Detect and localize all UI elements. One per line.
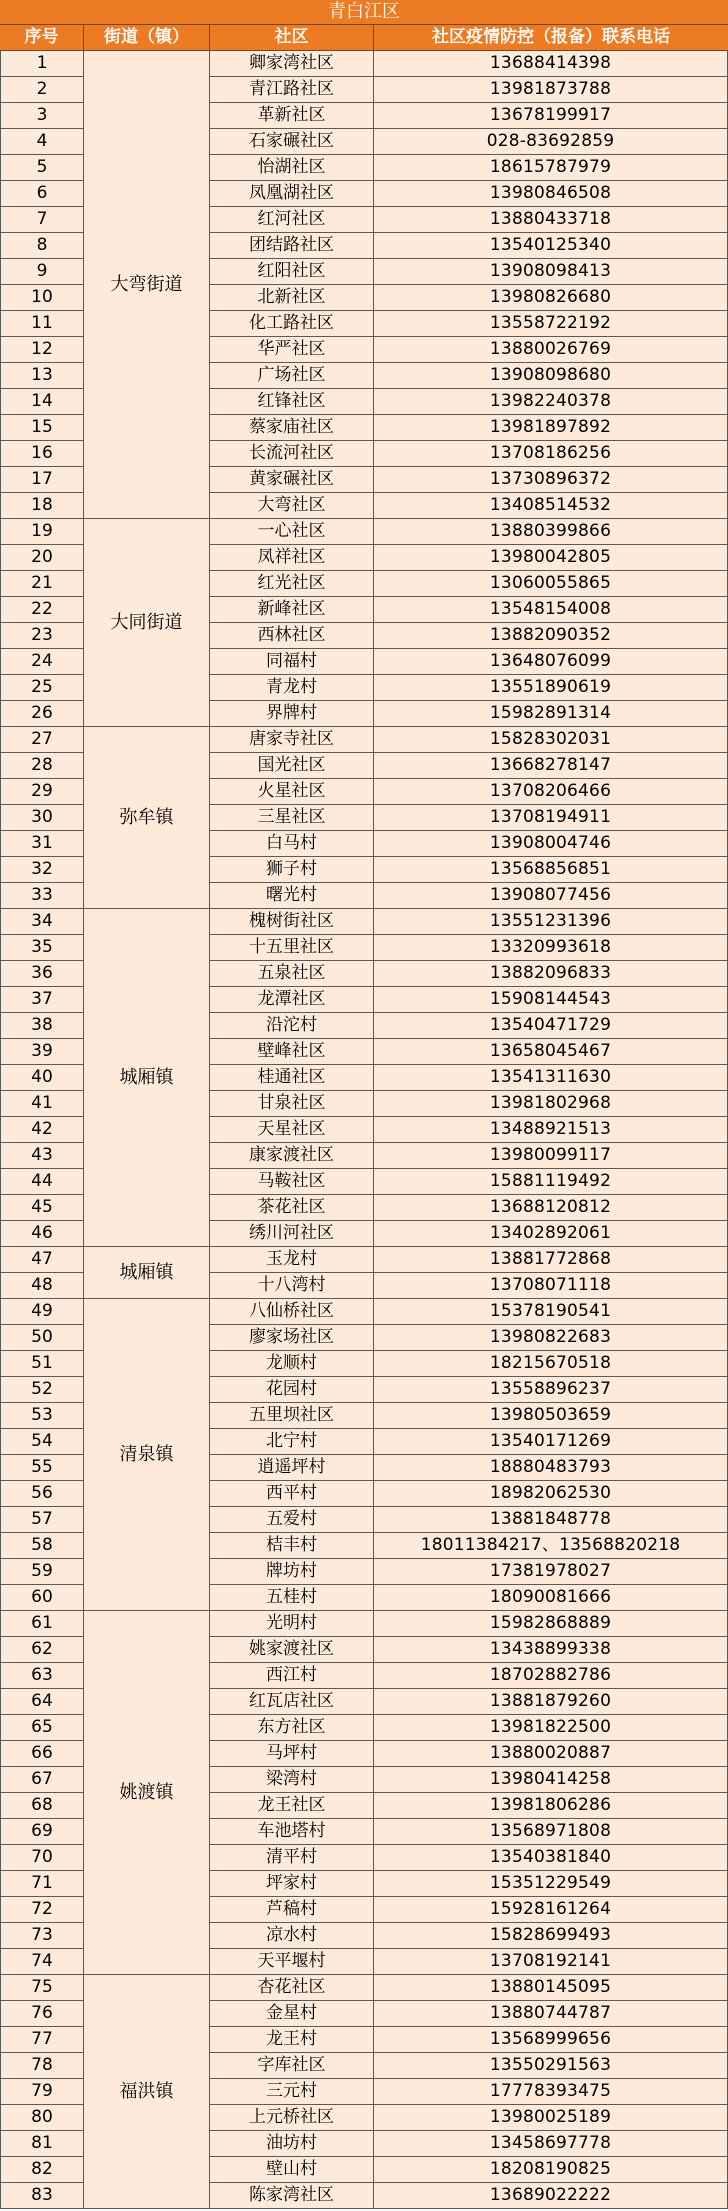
row-index: 27 (0, 727, 84, 753)
community-name: 红光社区 (210, 571, 374, 597)
row-index: 83 (0, 2183, 84, 2209)
header-index: 序号 (0, 25, 84, 51)
community-name: 龙顺村 (210, 1351, 374, 1377)
community-name: 槐树街社区 (210, 909, 374, 935)
row-index: 56 (0, 1481, 84, 1507)
contact-phone: 13980042805 (374, 545, 728, 571)
row-index: 82 (0, 2157, 84, 2183)
row-index: 34 (0, 909, 84, 935)
contact-phone: 13980099117 (374, 1143, 728, 1169)
contact-phone: 13881772868 (374, 1247, 728, 1273)
community-name: 油坊村 (210, 2131, 374, 2157)
community-name: 陈家湾社区 (210, 2183, 374, 2209)
community-name: 黄家碾社区 (210, 467, 374, 493)
contact-phone: 13908098413 (374, 259, 728, 285)
header-street: 街道（镇） (84, 25, 210, 51)
contact-phone: 13882090352 (374, 623, 728, 649)
community-name: 杏花社区 (210, 1975, 374, 2001)
contact-phone: 13568856851 (374, 857, 728, 883)
contact-phone: 13558722192 (374, 311, 728, 337)
community-name: 长流河社区 (210, 441, 374, 467)
contact-phone: 13708206466 (374, 779, 728, 805)
community-name: 革新社区 (210, 103, 374, 129)
community-name: 五爱村 (210, 1507, 374, 1533)
community-name: 同福村 (210, 649, 374, 675)
contact-phone: 13458697778 (374, 2131, 728, 2157)
contact-phone: 028-83692859 (374, 129, 728, 155)
contact-phone: 13540471729 (374, 1013, 728, 1039)
community-name: 八仙桥社区 (210, 1299, 374, 1325)
community-name: 五泉社区 (210, 961, 374, 987)
contact-phone: 18011384217、13568820218 (374, 1533, 728, 1559)
community-name: 天平堰村 (210, 1949, 374, 1975)
row-index: 64 (0, 1689, 84, 1715)
contact-phone: 13880020887 (374, 1741, 728, 1767)
row-index: 46 (0, 1221, 84, 1247)
community-name: 五桂村 (210, 1585, 374, 1611)
community-name: 姚家渡社区 (210, 1637, 374, 1663)
contact-phone: 13648076099 (374, 649, 728, 675)
row-index: 70 (0, 1845, 84, 1871)
community-name: 一心社区 (210, 519, 374, 545)
row-index: 80 (0, 2105, 84, 2131)
row-index: 4 (0, 129, 84, 155)
row-index: 39 (0, 1039, 84, 1065)
community-name: 清平村 (210, 1845, 374, 1871)
community-name: 北宁村 (210, 1429, 374, 1455)
contact-phone: 13708192141 (374, 1949, 728, 1975)
contact-phone: 13488921513 (374, 1117, 728, 1143)
contact-phone: 15828302031 (374, 727, 728, 753)
row-index: 51 (0, 1351, 84, 1377)
community-name: 十五里社区 (210, 935, 374, 961)
contact-phone: 13668278147 (374, 753, 728, 779)
contact-phone: 13980826680 (374, 285, 728, 311)
street-group-cell: 清泉镇 (84, 1299, 210, 1611)
row-index: 41 (0, 1091, 84, 1117)
row-index: 21 (0, 571, 84, 597)
row-index: 40 (0, 1065, 84, 1091)
row-index: 25 (0, 675, 84, 701)
column-header-row (0, 25, 728, 51)
contact-phone: 13980822683 (374, 1325, 728, 1351)
community-name: 卿家湾社区 (210, 51, 374, 77)
contact-phone: 13540171269 (374, 1429, 728, 1455)
row-index: 59 (0, 1559, 84, 1585)
row-index: 2 (0, 77, 84, 103)
row-index: 35 (0, 935, 84, 961)
contact-phone: 13880399866 (374, 519, 728, 545)
contact-phone: 13981873788 (374, 77, 728, 103)
community-name: 甘泉社区 (210, 1091, 374, 1117)
contact-phone: 13708071118 (374, 1273, 728, 1299)
contact-phone: 13981802968 (374, 1091, 728, 1117)
contact-phone: 18615787979 (374, 155, 728, 181)
contact-phone: 13980503659 (374, 1403, 728, 1429)
street-group-cell: 城厢镇 (84, 1247, 210, 1299)
row-index: 67 (0, 1767, 84, 1793)
community-name: 西江村 (210, 1663, 374, 1689)
community-name: 龙王社区 (210, 1793, 374, 1819)
row-index: 24 (0, 649, 84, 675)
street-group-cell: 弥牟镇 (84, 727, 210, 909)
community-name: 青江路社区 (210, 77, 374, 103)
community-name: 曙光村 (210, 883, 374, 909)
contact-phone: 13730896372 (374, 467, 728, 493)
row-index: 75 (0, 1975, 84, 2001)
community-name: 五里坝社区 (210, 1403, 374, 1429)
row-index: 28 (0, 753, 84, 779)
community-name: 怡湖社区 (210, 155, 374, 181)
row-index: 32 (0, 857, 84, 883)
row-index: 58 (0, 1533, 84, 1559)
community-name: 凤祥社区 (210, 545, 374, 571)
contact-phone: 18702882786 (374, 1663, 728, 1689)
contact-phone: 15928161264 (374, 1897, 728, 1923)
community-name: 红河社区 (210, 207, 374, 233)
contact-phone: 13881879260 (374, 1689, 728, 1715)
community-name: 壁峰社区 (210, 1039, 374, 1065)
row-index: 79 (0, 2079, 84, 2105)
contact-phone: 13551231396 (374, 909, 728, 935)
row-index: 10 (0, 285, 84, 311)
row-index: 54 (0, 1429, 84, 1455)
contact-phone: 13708186256 (374, 441, 728, 467)
street-group-cell: 城厢镇 (84, 909, 210, 1247)
row-index: 14 (0, 389, 84, 415)
row-index: 69 (0, 1819, 84, 1845)
row-index: 62 (0, 1637, 84, 1663)
street-group-cell: 大弯街道 (84, 51, 210, 519)
community-name: 逍遥坪村 (210, 1455, 374, 1481)
community-name: 石家碾社区 (210, 129, 374, 155)
row-index: 38 (0, 1013, 84, 1039)
contact-phone: 13060055865 (374, 571, 728, 597)
community-name: 车池塔村 (210, 1819, 374, 1845)
row-index: 16 (0, 441, 84, 467)
community-name: 廖家场社区 (210, 1325, 374, 1351)
contact-phone: 15378190541 (374, 1299, 728, 1325)
header-phone: 社区疫情防控（报备）联系电话 (374, 25, 728, 51)
community-name: 绣川河社区 (210, 1221, 374, 1247)
row-index: 71 (0, 1871, 84, 1897)
contact-phone: 13880744787 (374, 2001, 728, 2027)
row-index: 8 (0, 233, 84, 259)
street-group-cell: 姚渡镇 (84, 1611, 210, 1975)
contact-phone: 13551890619 (374, 675, 728, 701)
contact-phone: 13880145095 (374, 1975, 728, 2001)
row-index: 30 (0, 805, 84, 831)
row-index: 12 (0, 337, 84, 363)
community-name: 金星村 (210, 2001, 374, 2027)
contact-phone: 13438899338 (374, 1637, 728, 1663)
community-name: 梁湾村 (210, 1767, 374, 1793)
community-name: 凉水村 (210, 1923, 374, 1949)
contact-phone: 15982868889 (374, 1611, 728, 1637)
community-name: 龙王村 (210, 2027, 374, 2053)
row-index: 6 (0, 181, 84, 207)
contact-phone: 18880483793 (374, 1455, 728, 1481)
row-index: 22 (0, 597, 84, 623)
contact-phone: 13541311630 (374, 1065, 728, 1091)
row-index: 47 (0, 1247, 84, 1273)
community-name: 北新社区 (210, 285, 374, 311)
community-name: 化工路社区 (210, 311, 374, 337)
community-name: 界牌村 (210, 701, 374, 727)
contact-phone: 13688414398 (374, 51, 728, 77)
contact-phone: 13678199917 (374, 103, 728, 129)
community-name: 红锋社区 (210, 389, 374, 415)
row-index: 20 (0, 545, 84, 571)
community-name: 光明村 (210, 1611, 374, 1637)
contact-phone: 13550291563 (374, 2053, 728, 2079)
community-name: 三元村 (210, 2079, 374, 2105)
row-index: 9 (0, 259, 84, 285)
street-group-cell: 大同街道 (84, 519, 210, 727)
community-name: 沿沱村 (210, 1013, 374, 1039)
contact-phone: 13568971808 (374, 1819, 728, 1845)
contact-phone: 13658045467 (374, 1039, 728, 1065)
community-name: 红瓦店社区 (210, 1689, 374, 1715)
row-index: 77 (0, 2027, 84, 2053)
row-index: 31 (0, 831, 84, 857)
community-name: 国光社区 (210, 753, 374, 779)
contact-phone: 18215670518 (374, 1351, 728, 1377)
community-name: 桂通社区 (210, 1065, 374, 1091)
row-index: 36 (0, 961, 84, 987)
header-community: 社区 (210, 25, 374, 51)
row-index: 13 (0, 363, 84, 389)
contact-phone: 13558896237 (374, 1377, 728, 1403)
row-index: 11 (0, 311, 84, 337)
row-index: 17 (0, 467, 84, 493)
community-name: 西平村 (210, 1481, 374, 1507)
table-body (0, 51, 728, 2209)
row-index: 5 (0, 155, 84, 181)
community-name: 华严社区 (210, 337, 374, 363)
community-name: 凤凰湖社区 (210, 181, 374, 207)
contact-phone: 13708194911 (374, 805, 728, 831)
row-index: 57 (0, 1507, 84, 1533)
community-name: 青龙村 (210, 675, 374, 701)
community-name: 康家渡社区 (210, 1143, 374, 1169)
contact-phone: 15351229549 (374, 1871, 728, 1897)
contact-phone: 13982240378 (374, 389, 728, 415)
contact-phone: 15881119492 (374, 1169, 728, 1195)
contact-phone: 13882096833 (374, 961, 728, 987)
community-name: 壁山村 (210, 2157, 374, 2183)
community-name: 花园村 (210, 1377, 374, 1403)
row-index: 33 (0, 883, 84, 909)
row-index: 49 (0, 1299, 84, 1325)
row-index: 78 (0, 2053, 84, 2079)
row-index: 60 (0, 1585, 84, 1611)
community-name: 蔡家庙社区 (210, 415, 374, 441)
row-index: 81 (0, 2131, 84, 2157)
contact-phone: 18090081666 (374, 1585, 728, 1611)
row-index: 1 (0, 51, 84, 77)
contact-phone: 13880026769 (374, 337, 728, 363)
contact-phone: 13540381840 (374, 1845, 728, 1871)
contact-phone: 13980846508 (374, 181, 728, 207)
community-name: 十八湾村 (210, 1273, 374, 1299)
row-index: 52 (0, 1377, 84, 1403)
contact-phone: 13540125340 (374, 233, 728, 259)
row-index: 68 (0, 1793, 84, 1819)
contact-phone: 15982891314 (374, 701, 728, 727)
row-index: 61 (0, 1611, 84, 1637)
contact-phone: 13880433718 (374, 207, 728, 233)
row-index: 23 (0, 623, 84, 649)
contact-phone: 13908077456 (374, 883, 728, 909)
row-index: 76 (0, 2001, 84, 2027)
contact-phone: 13688120812 (374, 1195, 728, 1221)
row-index: 44 (0, 1169, 84, 1195)
contact-phone: 15828699493 (374, 1923, 728, 1949)
row-index: 29 (0, 779, 84, 805)
community-name: 桔丰村 (210, 1533, 374, 1559)
community-name: 龙潭社区 (210, 987, 374, 1013)
contact-phone: 13980414258 (374, 1767, 728, 1793)
row-index: 45 (0, 1195, 84, 1221)
contact-phone: 13320993618 (374, 935, 728, 961)
community-name: 牌坊村 (210, 1559, 374, 1585)
contact-phone: 13981806286 (374, 1793, 728, 1819)
contact-phone: 17381978027 (374, 1559, 728, 1585)
community-name: 字库社区 (210, 2053, 374, 2079)
contact-phone: 13408514532 (374, 493, 728, 519)
contact-phone: 13980025189 (374, 2105, 728, 2131)
contact-phone: 13548154008 (374, 597, 728, 623)
row-index: 55 (0, 1455, 84, 1481)
row-index: 74 (0, 1949, 84, 1975)
row-index: 18 (0, 493, 84, 519)
contact-phone: 18982062530 (374, 1481, 728, 1507)
community-name: 东方社区 (210, 1715, 374, 1741)
row-index: 3 (0, 103, 84, 129)
contact-phone: 17778393475 (374, 2079, 728, 2105)
contact-phone: 13881848778 (374, 1507, 728, 1533)
row-index: 63 (0, 1663, 84, 1689)
row-index: 65 (0, 1715, 84, 1741)
row-index: 43 (0, 1143, 84, 1169)
row-index: 66 (0, 1741, 84, 1767)
contact-phone: 13568999656 (374, 2027, 728, 2053)
table-title: 青白江区 (0, 0, 728, 25)
community-name: 芦稿村 (210, 1897, 374, 1923)
community-name: 广场社区 (210, 363, 374, 389)
community-name: 马坪村 (210, 1741, 374, 1767)
community-name: 火星社区 (210, 779, 374, 805)
community-name: 三星社区 (210, 805, 374, 831)
community-name: 玉龙村 (210, 1247, 374, 1273)
community-name: 红阳社区 (210, 259, 374, 285)
community-name: 新峰社区 (210, 597, 374, 623)
community-name: 马鞍社区 (210, 1169, 374, 1195)
community-name: 团结路社区 (210, 233, 374, 259)
row-index: 42 (0, 1117, 84, 1143)
community-name: 坪家村 (210, 1871, 374, 1897)
contact-phone: 13981897892 (374, 415, 728, 441)
row-index: 48 (0, 1273, 84, 1299)
row-index: 72 (0, 1897, 84, 1923)
row-index: 7 (0, 207, 84, 233)
community-name: 白马村 (210, 831, 374, 857)
contact-phone: 13908098680 (374, 363, 728, 389)
row-index: 37 (0, 987, 84, 1013)
contact-phone: 15908144543 (374, 987, 728, 1013)
row-index: 50 (0, 1325, 84, 1351)
community-name: 唐家寺社区 (210, 727, 374, 753)
community-name: 狮子村 (210, 857, 374, 883)
community-name: 天星社区 (210, 1117, 374, 1143)
community-name: 茶花社区 (210, 1195, 374, 1221)
row-index: 26 (0, 701, 84, 727)
contact-phone: 13689022222 (374, 2183, 728, 2209)
row-index: 73 (0, 1923, 84, 1949)
street-group-cell: 福洪镇 (84, 1975, 210, 2209)
community-name: 上元桥社区 (210, 2105, 374, 2131)
row-index: 19 (0, 519, 84, 545)
contact-phone: 18208190825 (374, 2157, 728, 2183)
contact-phone: 13402892061 (374, 1221, 728, 1247)
community-name: 西林社区 (210, 623, 374, 649)
contact-phone: 13981822500 (374, 1715, 728, 1741)
row-index: 53 (0, 1403, 84, 1429)
community-name: 大弯社区 (210, 493, 374, 519)
row-index: 15 (0, 415, 84, 441)
contact-phone: 13908004746 (374, 831, 728, 857)
